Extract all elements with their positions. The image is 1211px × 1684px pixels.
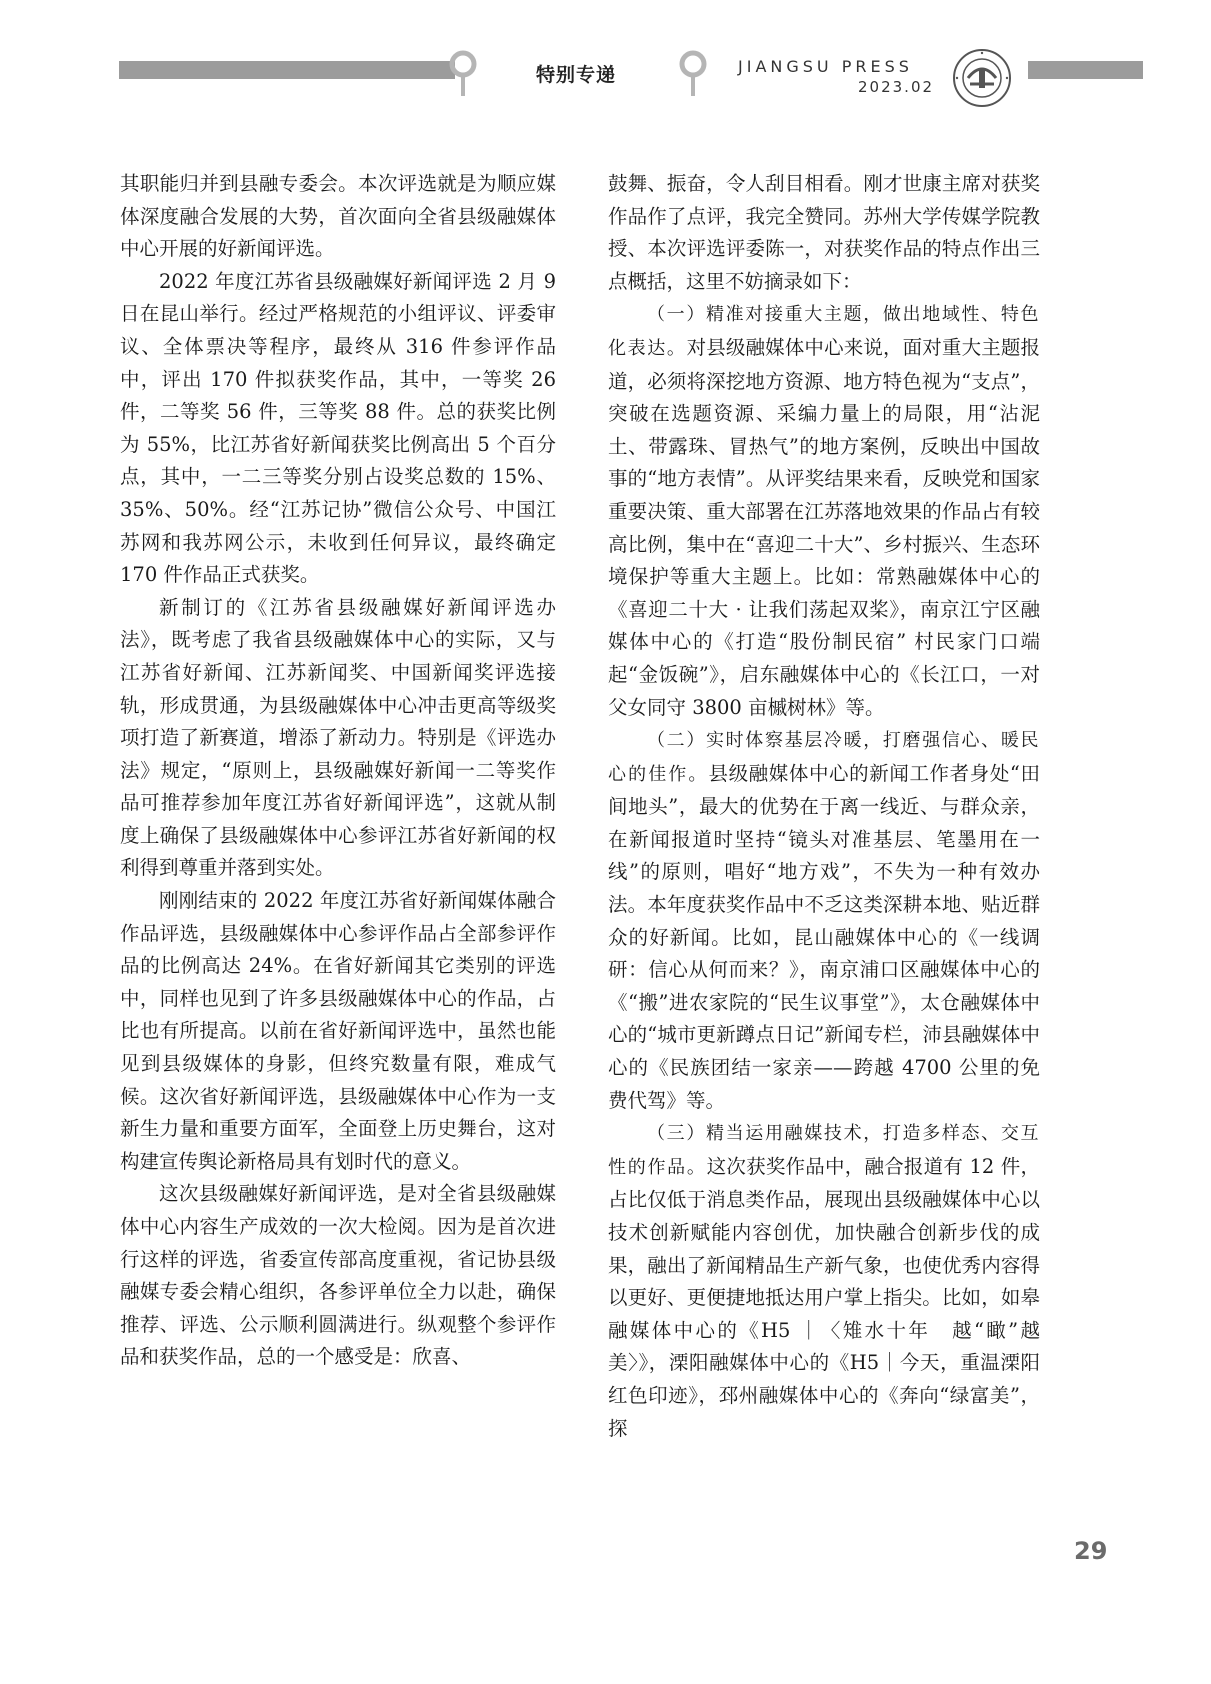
paragraph-lead: （二）实时体察基层冷暖，打磨强信心、暖民心的佳作。 [608,730,1040,785]
paragraph-lead: （三）精当运用融媒技术，打造多样态、交互性的作品。 [608,1123,1040,1178]
map-pin-icon [678,50,708,98]
publication-name: JIANGSU PRESS [738,57,913,76]
header-bar-left [119,61,455,79]
section-title: 特别专递 [536,64,617,86]
paragraph-lead: （一）精准对接重大主题，做出地域性、特色化表达。 [608,304,1040,359]
right-text-column [608,168,1040,1445]
issue-date: 2023.02 [858,78,935,96]
page-number: 29 [1074,1537,1108,1565]
paragraph: 其职能归并到县融专委会。本次评选就是为顺应媒体深度融合发展的大势，首次面向全省县级融媒体中心开展的好新闻评选。 [120,172,556,261]
left-text-column [120,168,556,1374]
paragraph [608,1117,1040,1445]
map-pin-icon [448,50,478,98]
paragraph [608,298,1040,724]
paragraph: 鼓舞、振奋，令人刮目相看。刚才世康主席对获奖作品作了点评，我完全赞同。苏州大学传媒学院教授、本次评选评委陈一，对获奖作品的特点作出三点概括，这里不妨摘录如下： [608,172,1040,293]
paragraph: 新制订的《江苏省县级融媒好新闻评选办法》，既考虑了我省县级融媒体中心的实际，又与江苏省好新闻、江苏新闻奖、中国新闻奖评选接轨，形成贯通，为县级融媒体中心冲击更高等级奖项打造了新赛道，增添了新动力。特别是《评选办法》规定，“原则上，县级融媒好新闻一二等奖作品可推荐参加年度江苏省好新闻评选”，这就从制度上确保了县级融媒体中心参评江苏省好新闻的权利得到尊重并落到实处。 [120,595,556,880]
paragraph-body: 这次获奖作品中，融合报道有 12 件，占比仅低于消息类作品，展现出县级融媒体中心以技术创新赋能内容创优，加快融合创新步伐的成果，融出了新闻精品生产新气象，也使优秀内容得以更好、更便捷地抵达用户掌上指尖。比如，如皋融媒体中心的《H5 ｜〈雉水十年 越“瞰”越美〉》，溧阳融媒体中心的《H5｜今天，重温溧阳红色印迹》，邳州融媒体中心的《奔向“绿富美”，探 [608,1154,1040,1440]
paragraph [608,724,1040,1117]
paragraph-body: 对县级融媒体中心来说，面对重大主题报道，必须将深挖地方资源、地方特色视为“支点”，突破在选题资源、采编力量上的局限，用“沾泥土、带露珠、冒热气”的地方案例，反映出中国故事的“地方表情”。从评奖结果来看，反映党和国家重要决策、重大部署在江苏落地效果的作品占有较高比例，集中在“喜迎二十大”、乡村振兴、生态环境保护等重大主题上。比如：常熟融媒体中心的《喜迎二十大 · 让我们荡起双桨》，南京江宁区融媒体中心的《打造“股份制民宿” 村民家门口端起“金饭碗”》，启东融媒体中心的《长江口，一对父女同守 3800 亩槭树林》等。 [608,335,1040,719]
paragraph: 这次县级融媒好新闻评选，是对全省县级融媒体中心内容生产成效的一次大检阅。因为是首次进行这样的评选，省委宣传部高度重视，省记协县级融媒专委会精心组织，各参评单位全力以赴，确保推荐、评选、公示顺利圆满进行。纵观整个参评作品和获奖作品，总的一个感受是：欣喜、 [120,1182,556,1369]
paragraph: 刚刚结束的 2022 年度江苏省好新闻媒体融合作品评选，县级融媒体中心参评作品占全部参评作品的比例高达 24%。在省好新闻其它类别的评选中，同样也见到了许多县级融媒体中心的作品，占比也有所提高。以前在省好新闻评选中，虽然也能见到县级媒体的身影，但终究数量有限，难成气候。这次省好新闻评选，县级融媒体中心作为一支新生力量和重要方面军，全面登上历史舞台，这对构建宣传舆论新格局具有划时代的意义。 [120,889,556,1173]
paragraph-body: 县级融媒体中心的新闻工作者身处“田间地头”，最大的优势在于离一线近、与群众亲，在新闻报道时坚持“镜头对准基层、笔墨用在一线”的原则，唱好“地方戏”，不失为一种有效办法。本年度获奖作品中不乏这类深耕本地、贴近群众的好新闻。比如，昆山融媒体中心的《一线调研：信心从何而来？》，南京浦口区融媒体中心的《“搬”进农家院的“民生议事堂”》，太仓融媒体中心的“城市更新蹲点日记”新闻专栏，沛县融媒体中心的《民族团结一家亲——跨越 4700 公里的免费代驾》等。 [608,761,1040,1112]
paragraph: 2022 年度江苏省县级融媒好新闻评选 2 月 9 日在昆山举行。经过严格规范的小组评议、评委审议、全体票决等程序，最终从 316 件参评作品中，评出 170 件拟获奖作品，其中，一等奖 26 件，二等奖 56 件，三等奖 88 件。总的获奖比例为 55%，比江苏省好新闻获奖比例高出 5 个百分点，其中，一二三等奖分别占设奖总数的 15%、35%、50%。经“江苏记协”微信公众号、中国江苏网和我苏网公示，未收到任何异议，最终确定 170 件作品正式获奖。 [120,269,556,587]
header-bar-right [1028,61,1143,79]
association-seal-logo [952,48,1012,108]
